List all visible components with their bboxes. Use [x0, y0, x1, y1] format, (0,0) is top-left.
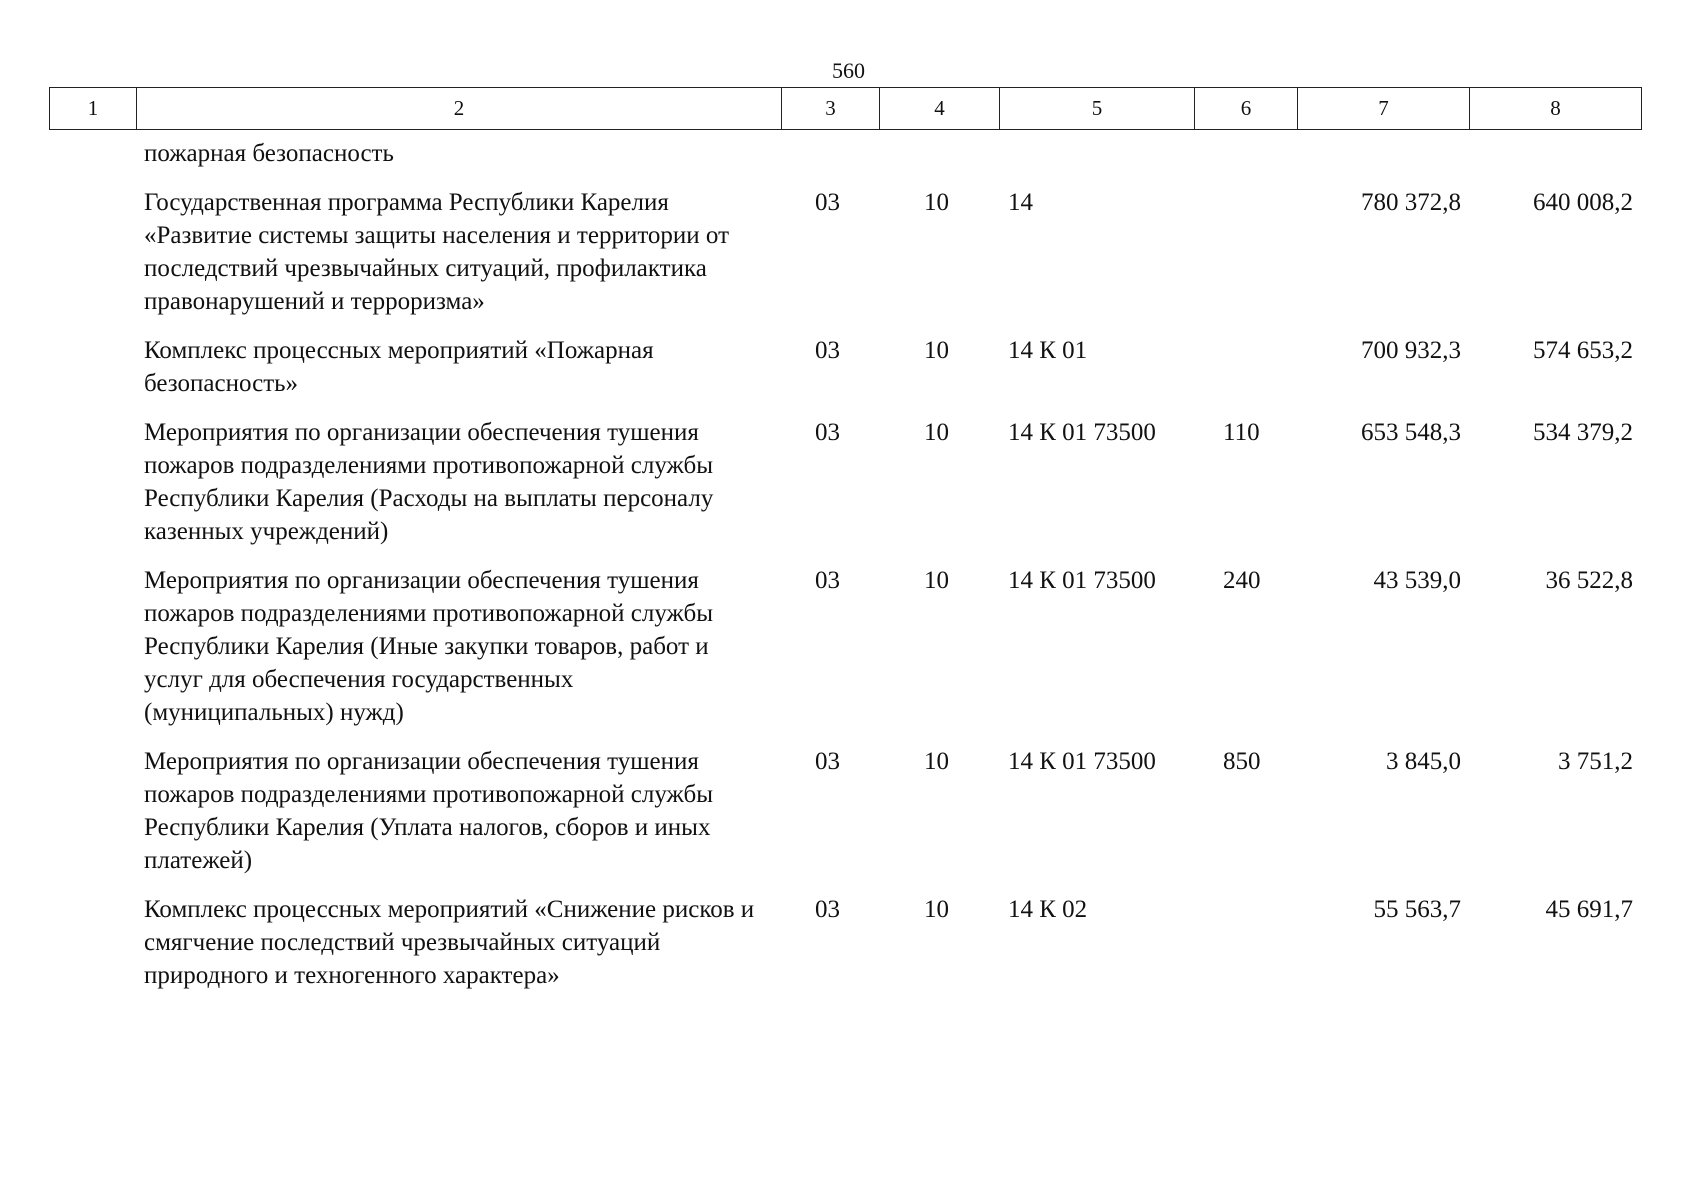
row-target-article: 14 К 01 73500 [1008, 419, 1156, 446]
row-sum-2: 534 379,2 [1533, 419, 1633, 446]
row-subsection: 10 [924, 189, 949, 216]
row-expense-type: 850 [1223, 748, 1261, 775]
row-expense-type [1194, 893, 1297, 1008]
row-section: 03 [815, 419, 840, 446]
row-sum-2: 36 522,8 [1545, 567, 1633, 594]
row-sum-2: 640 008,2 [1533, 189, 1633, 216]
page-number: 560 [832, 58, 865, 83]
header-cell: 5 [1000, 88, 1195, 130]
row-expense-type [1194, 334, 1297, 416]
row-expense-type: 240 [1223, 567, 1261, 594]
row-name: Мероприятия по организации обеспечения тушения пожаров подразделениями противопожарной службы Республики Карелия (Уплата налогов, сборов и иных платежей) [144, 748, 713, 874]
row-target-article: 14 [1008, 189, 1033, 216]
row-sum-2: 574 653,2 [1533, 337, 1633, 364]
row-section: 03 [815, 337, 840, 364]
header-cell: 1 [50, 88, 137, 130]
header-cell: 6 [1195, 88, 1298, 130]
budget-table [49, 137, 1641, 1008]
section-heading: пожарная безопасность [144, 140, 394, 167]
row-target-article: 14 К 02 [1008, 896, 1088, 923]
row-subsection: 10 [924, 896, 949, 923]
row-section: 03 [815, 748, 840, 775]
row-name: Комплекс процессных мероприятий «Снижение рисков и смягчение последствий чрезвычайных ситуаций природного и техногенного характера» [144, 896, 755, 989]
row-sum-1: 700 932,3 [1361, 337, 1461, 364]
row-sum-1: 43 539,0 [1373, 567, 1461, 594]
header-cell: 3 [782, 88, 880, 130]
row-subsection: 10 [924, 337, 949, 364]
header-cell: 7 [1298, 88, 1470, 130]
row-sum-2: 3 751,2 [1558, 748, 1633, 775]
row-target-article: 14 К 01 73500 [1008, 567, 1156, 594]
table-row [49, 893, 1641, 1008]
row-target-article: 14 К 01 73500 [1008, 748, 1156, 775]
row-subsection: 10 [924, 748, 949, 775]
section-heading-row [49, 137, 1641, 186]
header-cell: 2 [137, 88, 782, 130]
row-section: 03 [815, 567, 840, 594]
table-row [49, 564, 1641, 745]
row-sum-1: 3 845,0 [1386, 748, 1461, 775]
row-subsection: 10 [924, 567, 949, 594]
table-row [49, 186, 1641, 334]
row-sum-1: 55 563,7 [1373, 896, 1461, 923]
column-number-header [49, 87, 1642, 130]
table-row [49, 334, 1641, 416]
row-sum-1: 780 372,8 [1361, 189, 1461, 216]
row-name: Комплекс процессных мероприятий «Пожарная безопасность» [144, 337, 654, 397]
row-expense-type [1194, 186, 1297, 334]
row-name: Мероприятия по организации обеспечения тушения пожаров подразделениями противопожарной службы Республики Карелия (Иные закупки товаров, работ и услуг для обеспечения государственных (муниципальных) нужд) [144, 567, 713, 726]
header-cell: 4 [880, 88, 1000, 130]
row-target-article: 14 К 01 [1008, 337, 1088, 364]
row-expense-type: 110 [1223, 419, 1260, 446]
row-sum-1: 653 548,3 [1361, 419, 1461, 446]
table-row [49, 416, 1641, 564]
row-name: Государственная программа Республики Карелия «Развитие системы защиты населения и территории от последствий чрезвычайных ситуаций, профилактика правонарушений и терроризма» [144, 189, 730, 315]
row-subsection: 10 [924, 419, 949, 446]
table-row [49, 745, 1641, 893]
header-cell: 8 [1470, 88, 1642, 130]
header-row [50, 88, 1642, 130]
row-section: 03 [815, 189, 840, 216]
row-section: 03 [815, 896, 840, 923]
row-name: Мероприятия по организации обеспечения тушения пожаров подразделениями противопожарной службы Республики Карелия (Расходы на выплаты персоналу казенных учреждений) [144, 419, 714, 545]
row-sum-2: 45 691,7 [1545, 896, 1633, 923]
